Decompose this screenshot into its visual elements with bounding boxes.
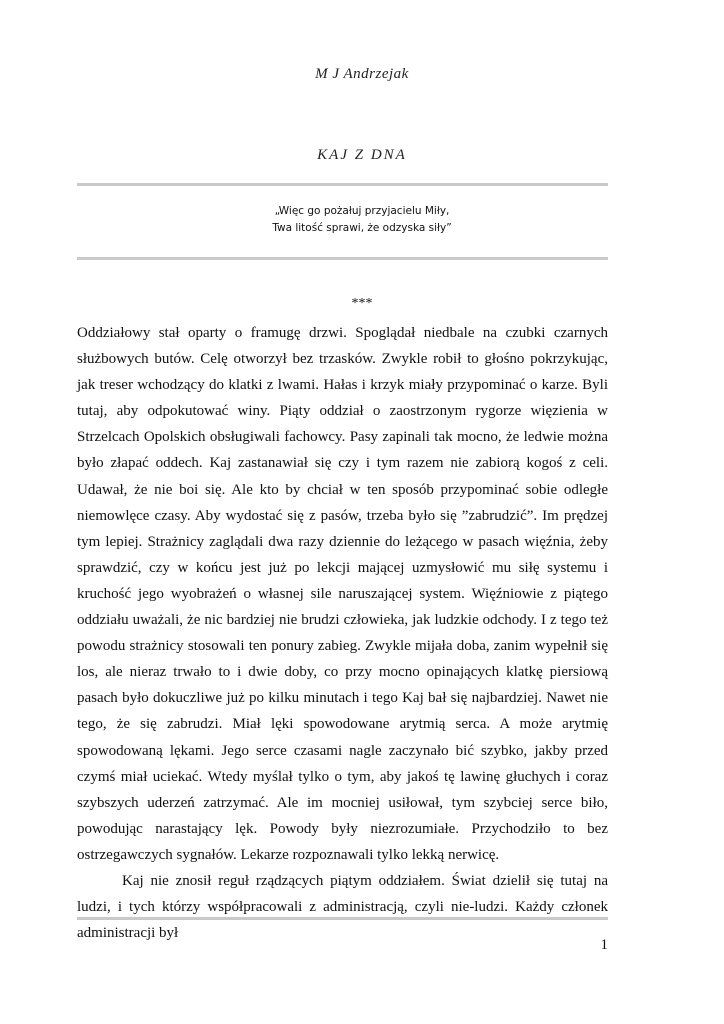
page-number: 1 [600,937,608,953]
top-divider [77,183,608,186]
author-name: M J Andrzejak [315,66,409,82]
epigraph-line-2: Twa litość sprawi, że odzyska siły” [272,222,452,234]
epigraph-divider [77,257,608,260]
epigraph-line-1: „Więc go pożałuj przyjacielu Miły, [274,205,450,217]
epigraph [0,203,724,237]
paragraph: Kaj nie znosił reguł rządzących piątym oddziałem. Świat dzielił się tutaj na ludzi, i tych którzy współpracowali z administracją, czyli nie-ludzi. Każdy członek administracji był [77,872,608,942]
body-text [77,320,608,946]
paragraph: Oddziałowy stał oparty o framugę drzwi. Spoglądał niedbale na czubki czarnych służbowych butów. Celę otworzył bez trzasków. Zwykle robił to głośno pokrzykując, jak treser wchodzący do klatki z lwami. Hałas i krzyk miały przypominać o karze. Byli tutaj, aby odpokutować winy. Piąty oddział o zaostrzonym rygorze więzienia w Strzelcach Opolskich obsługiwali fachowcy. Pasy zapinali tak mocno, że ledwie można było złapać oddech. Kaj zastanawiał się czy i tym razem nie zabiorą kogoś z celi. Udawał, że nie boi się. Ale kto by chciał w ten sposób przypominać sobie odległe niemowlęce czasy. Aby wydostać się z pasów, trzeba było się ”zabrudzić”. Im prędzej tym lepiej. Strażnicy zaglądali dwa razy dziennie do leżącego w pasach więźnia, żeby sprawdzić, czy w końcu jest już po lekcji mającej uzmysłowić mu siłę systemu i kruchość jego wyobrażeń o własnej sile naruszającej system. Więźniowie z piątego oddziału uważali, że nic bardziej nie brudzi człowieka, jak ludzkie odchody. I z tego też powodu strażnicy stosowali ten ponury zabieg. Zwykle mijała doba, zanim wypełnił się los, ale nieraz trwało to i dwie doby, co przy mocno opinających klatkę piersiową pasach było dokuczliwe już po kilku minutach i tego Kaj bał się najbardziej. Nawet nie tego, że się zabrudzi. Miał lęki spowodowane arytmią serca. A może arytmię spowodowaną lękami. Jego serce czasami nagle zaczynało bić szybko, jakby przed czymś miał uciekać. Wtedy myślał tylko o tym, aby jakoś tę lawinę głuchych i coraz szybszych uderzeń zatrzymać. Ale im mocniej usiłował, tym szybciej serce biło, powodując narastający lęk. Powody były niezrozumiałe. Przychodziło to bez ostrzegawczych sygnałów. Lekarze rozpoznawali tylko lekką nerwicę. [77,325,608,863]
footer-divider [77,917,608,920]
chapter-title: KAJ Z DNA [317,147,407,163]
section-marker: *** [351,296,373,311]
